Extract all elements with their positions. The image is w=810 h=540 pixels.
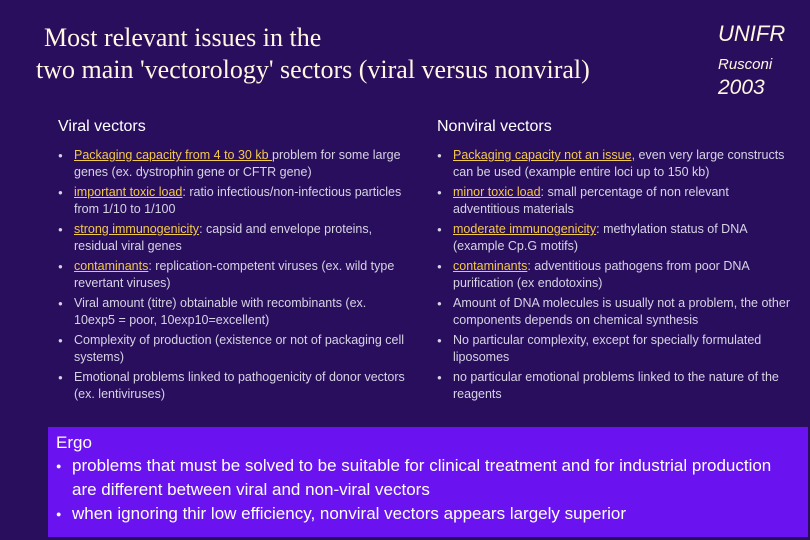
item-text: no particular emotional problems linked to the nature of the reagents bbox=[453, 370, 779, 401]
item-text: Emotional problems linked to pathogenicity of donor vectors (ex. lentiviruses) bbox=[74, 370, 405, 401]
slide-title bbox=[36, 22, 676, 86]
item-key: contaminants bbox=[74, 259, 149, 273]
item-text: even very large constructs can be used (example entire loci up to 150 kb) bbox=[453, 148, 785, 179]
item-text: Complexity of production (existence or not of packaging cell systems) bbox=[74, 333, 405, 364]
brand-org: UNIFR bbox=[718, 21, 786, 46]
conclusion-point: ● when ignoring thir low efficiency, nonviral vectors appears largely superior bbox=[56, 502, 800, 526]
list-item bbox=[437, 295, 799, 329]
list-item bbox=[58, 332, 408, 366]
list-item bbox=[58, 221, 408, 255]
brand-year: 2003 bbox=[718, 76, 765, 99]
item-key: minor toxic load bbox=[453, 185, 541, 199]
conclusion-box bbox=[48, 427, 808, 537]
item-text: Amount of DNA molecules is usually not a problem, the other components depends on chemical synthesis bbox=[453, 296, 790, 327]
item-text: : adventitious pathogens from poor DNA purification (ex endotoxins) bbox=[453, 259, 750, 290]
viral-vectors-heading: Viral vectors bbox=[58, 118, 146, 135]
list-item bbox=[437, 258, 799, 292]
item-text: : ratio infectious/non-infectious particles from 1/10 to 1/100 bbox=[74, 185, 402, 216]
list-item bbox=[58, 369, 408, 403]
list-item bbox=[58, 295, 408, 329]
nonviral-vectors-list bbox=[437, 147, 799, 403]
item-text: problem for some large genes (ex. dystrophin gene or CFTR gene) bbox=[74, 148, 401, 179]
list-item bbox=[437, 369, 799, 403]
viral-vectors-column bbox=[58, 117, 408, 406]
conclusion-point: ● problems that must be solved to be suitable for clinical treatment and for industrial production are different between viral and non-viral vectors bbox=[56, 454, 800, 502]
conclusion-heading: Ergo bbox=[56, 433, 92, 452]
viral-vectors-list bbox=[58, 147, 408, 403]
item-key: strong immunogenicity bbox=[74, 222, 200, 236]
brand-block bbox=[718, 20, 785, 100]
list-item bbox=[437, 184, 799, 218]
title-line-2: two main 'vectorology' sectors (viral versus nonviral) bbox=[36, 55, 590, 84]
item-text: : methylation status of DNA (example Cp.G motifs) bbox=[453, 222, 747, 253]
item-key: Packaging capacity not an issue, bbox=[453, 148, 636, 162]
item-text: : replication-competent viruses (ex. wild type revertant viruses) bbox=[74, 259, 395, 290]
conclusion-list bbox=[56, 454, 800, 526]
list-item bbox=[437, 147, 799, 181]
brand-author: Rusconi bbox=[718, 56, 773, 73]
title-line-1: Most relevant issues in the bbox=[44, 23, 322, 52]
list-item bbox=[58, 184, 408, 218]
item-text: Viral amount (titre) obtainable with recombinants (ex. 10exp5 = poor, 10exp10=excellent) bbox=[74, 296, 367, 327]
item-key: important toxic load bbox=[74, 185, 183, 199]
nonviral-vectors-column bbox=[437, 117, 799, 406]
item-text: No particular complexity, except for specially formulated liposomes bbox=[453, 333, 762, 364]
nonviral-vectors-heading: Nonviral vectors bbox=[437, 118, 552, 135]
list-item bbox=[58, 258, 408, 292]
list-item bbox=[437, 332, 799, 366]
item-key: moderate immunogenicity bbox=[453, 222, 597, 236]
list-item bbox=[437, 221, 799, 255]
item-key: contaminants bbox=[453, 259, 528, 273]
list-item bbox=[58, 147, 408, 181]
item-text: : small percentage of non relevant adventitious materials bbox=[453, 185, 729, 216]
item-key: Packaging capacity from 4 to 30 kb bbox=[74, 148, 273, 162]
item-text: : capsid and envelope proteins, residual viral genes bbox=[74, 222, 373, 253]
